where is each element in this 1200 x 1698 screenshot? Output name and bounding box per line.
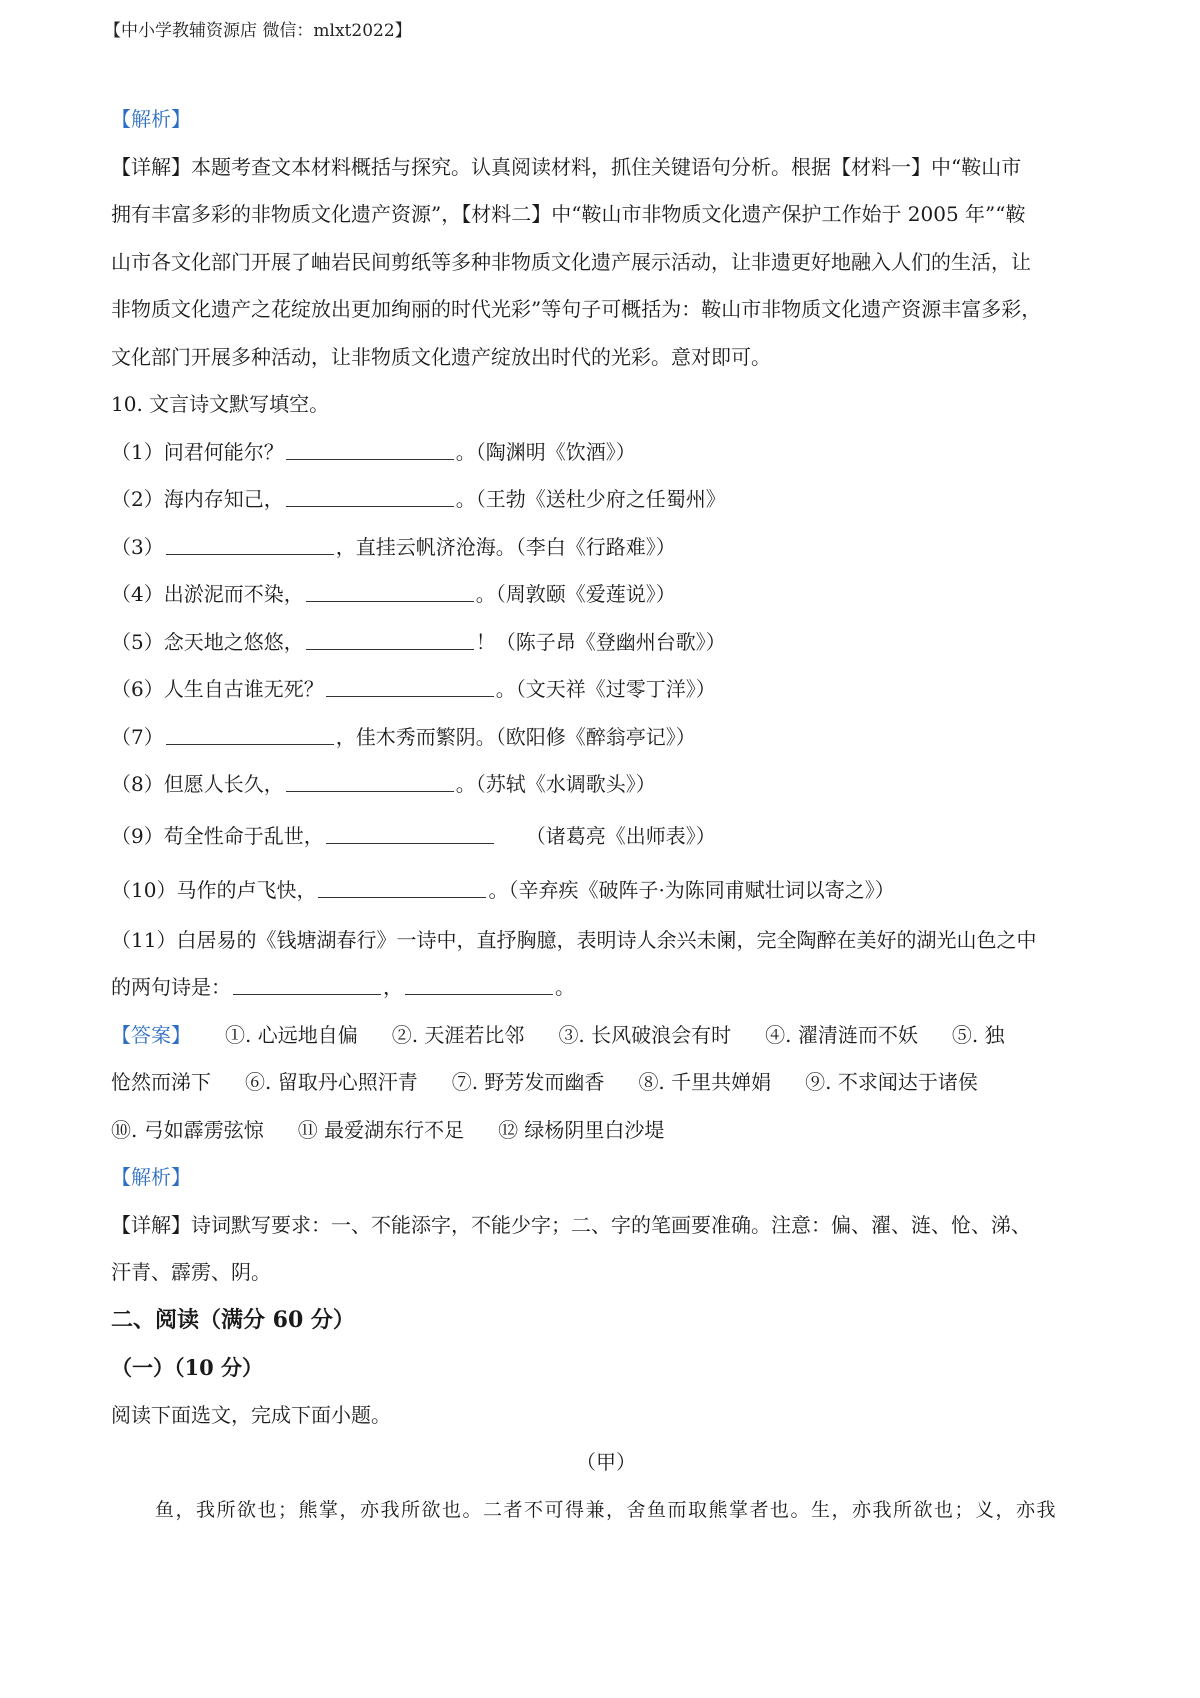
fill-item-suffix: 。（陶渊明《饮酒》） [455, 439, 636, 464]
answer-item: ⑥. 留取丹心照汗青 [245, 1070, 418, 1094]
fill-item-suffix: ，佳木秀而繁阴。（欧阳修《醉翁亭记》） [335, 724, 696, 749]
q9-detail-line: 【详解】本题考查文本材料概括与探究。认真阅读材料，抓住关键语句分析。根据【材料一】中“鞍山市 [111, 154, 1022, 179]
answer-item: ⑨. 不求闻达于诸侯 [805, 1070, 978, 1094]
q10-detail-line: 汗青、霹雳、阴。 [111, 1260, 271, 1284]
fill-item-prefix: （1）问君何能尔？ [111, 439, 284, 464]
answer-item: ②. 天涯若比邻 [391, 1022, 525, 1047]
answer-blank [166, 554, 334, 555]
q9-detail-line: 拥有丰富多彩的非物质文化遗产资源”，【材料二】中“鞍山市非物质文化遗产保护工作始于 2005 年”“鞍 [111, 202, 1026, 226]
answer-line [111, 1012, 1101, 1060]
answer-item: ③. 长风破浪会有时 [558, 1022, 732, 1047]
fill-item-suffix: ，直挂云帆济沧海。（李白《行路难》） [335, 534, 676, 559]
analysis-tag: 【解析】 [111, 1165, 191, 1189]
fill-item-prefix: （5）念天地之悠悠， [111, 629, 304, 654]
fill-item-prefix: （3） [111, 534, 164, 559]
q9-detail-line: 文化部门开展多种活动，让非物质文化遗产绽放出时代的光彩。意对即可。 [111, 344, 771, 369]
fill-item [111, 863, 1101, 917]
question-10-title: 10. 文言诗文默写填空。 [111, 392, 330, 416]
fill-item [111, 809, 1101, 863]
passage-label: （甲） [576, 1450, 636, 1474]
section-title: 二、阅读（满分 60 分） [111, 1306, 355, 1333]
q9-detail-line: 山市各文化部门开展了岫岩民间剪纸等多种非物质文化遗产展示活动，让非遗更好地融入人们的生活，让 [111, 249, 1031, 274]
answer-blank [326, 843, 494, 844]
fill-item [111, 666, 1101, 714]
answer-blank [286, 459, 454, 460]
answer-item: ①. 心远地自偏 [225, 1022, 358, 1047]
answer-blank [405, 994, 553, 995]
q9-detail-line: 非物质文化遗产之花绽放出更加绚丽的时代光彩”等句子可概括为：鞍山市非物质文化遗产资源丰富多彩， [111, 297, 1042, 321]
answer-blank [286, 791, 454, 792]
answer-blank [306, 601, 474, 602]
fill-item-prefix: （9）苟全性命于乱世， [111, 823, 324, 848]
fill-item [111, 714, 1101, 762]
answer-blank [318, 897, 486, 898]
answer-item: ⑪ 最爱湖东行不足 [297, 1117, 465, 1142]
fill-item-suffix: 。 [555, 975, 575, 999]
answer-item: 怆然而涕下 [111, 1070, 211, 1094]
fill-item [111, 524, 1101, 572]
fill-item [111, 476, 1101, 524]
answer-item: ⑦. 野芳发而幽香 [451, 1070, 605, 1094]
fill-item-prefix: （10）马作的卢飞快， [111, 877, 317, 902]
analysis-tag: 【解析】 [111, 107, 191, 131]
fill-item-suffix: 。（王勃《送杜少府之任蜀州》 [455, 487, 726, 511]
answer-blank [326, 696, 494, 697]
answer-blank [286, 506, 454, 507]
reading-instruction: 阅读下面选文，完成下面小题。 [111, 1402, 391, 1427]
answer-line [111, 1059, 1101, 1107]
answer-tag: 【答案】 [111, 1022, 191, 1047]
answer-item: ⑩. 弓如霹雳弦惊 [111, 1117, 264, 1142]
content-body [111, 96, 1101, 1534]
fill-item-suffix: 。（文天祥《过零丁洋》） [495, 677, 716, 701]
fill-item-11-line2 [111, 964, 1101, 1012]
fill-item-prefix: （2）海内存知己， [111, 487, 284, 511]
answer-item: ⑫ 绿杨阴里白沙堤 [498, 1117, 665, 1142]
answer-blank [306, 649, 474, 650]
fill-item-separator: ， [383, 975, 403, 999]
fill-item [111, 429, 1101, 477]
fill-item-suffix: 。（苏轼《水调歌头》） [455, 772, 656, 796]
fill-item-suffix: 。（辛弃疾《破阵子·为陈同甫赋壮词以寄之》） [488, 877, 895, 902]
fill-item-prefix: 的两句诗是： [111, 975, 231, 999]
answer-item: ④. 濯清涟而不妖 [765, 1022, 918, 1047]
fill-item-prefix: （8）但愿人长久， [111, 772, 284, 796]
fill-item [111, 761, 1101, 809]
fill-item-prefix: （6）人生自古谁无死？ [111, 677, 324, 701]
q10-detail-line: 【详解】诗词默写要求：一、不能添字，不能少字；二、字的笔画要准确。注意：偏、濯、涟、怆、涕、 [111, 1212, 1031, 1237]
fill-item-11-line1: （11）白居易的《钱塘湖春行》一诗中，直抒胸臆，表明诗人余兴未阑，完全陶醉在美好的湖光山色之中 [111, 927, 1037, 952]
answer-item: ⑧. 千里共婵娟 [638, 1070, 772, 1094]
answer-blank [233, 994, 381, 995]
fill-item-prefix: （4）出淤泥而不染， [111, 582, 304, 606]
subsection-title: （一）（10 分） [111, 1355, 264, 1380]
fill-item [111, 619, 1101, 667]
passage-text: 鱼，我所欲也；熊掌，亦我所欲也。二者不可得兼，舍鱼而取熊掌者也。生，亦我所欲也；义，亦我 [155, 1498, 1058, 1521]
fill-item [111, 571, 1101, 619]
answer-item: ⑤. 独 [951, 1022, 1005, 1047]
fill-item-suffix: ！（陈子昂《登幽州台歌》） [475, 629, 726, 654]
fill-item-prefix: （7） [111, 724, 164, 749]
answer-blank [166, 744, 334, 745]
fill-item-suffix: 。（周敦颐《爱莲说》） [475, 582, 676, 606]
page-header: 【中小学教辅资源店 微信：mlxt2022】 [104, 21, 412, 41]
fill-item-suffix: （诸葛亮《出师表》） [525, 823, 716, 848]
answer-line [111, 1107, 1101, 1155]
